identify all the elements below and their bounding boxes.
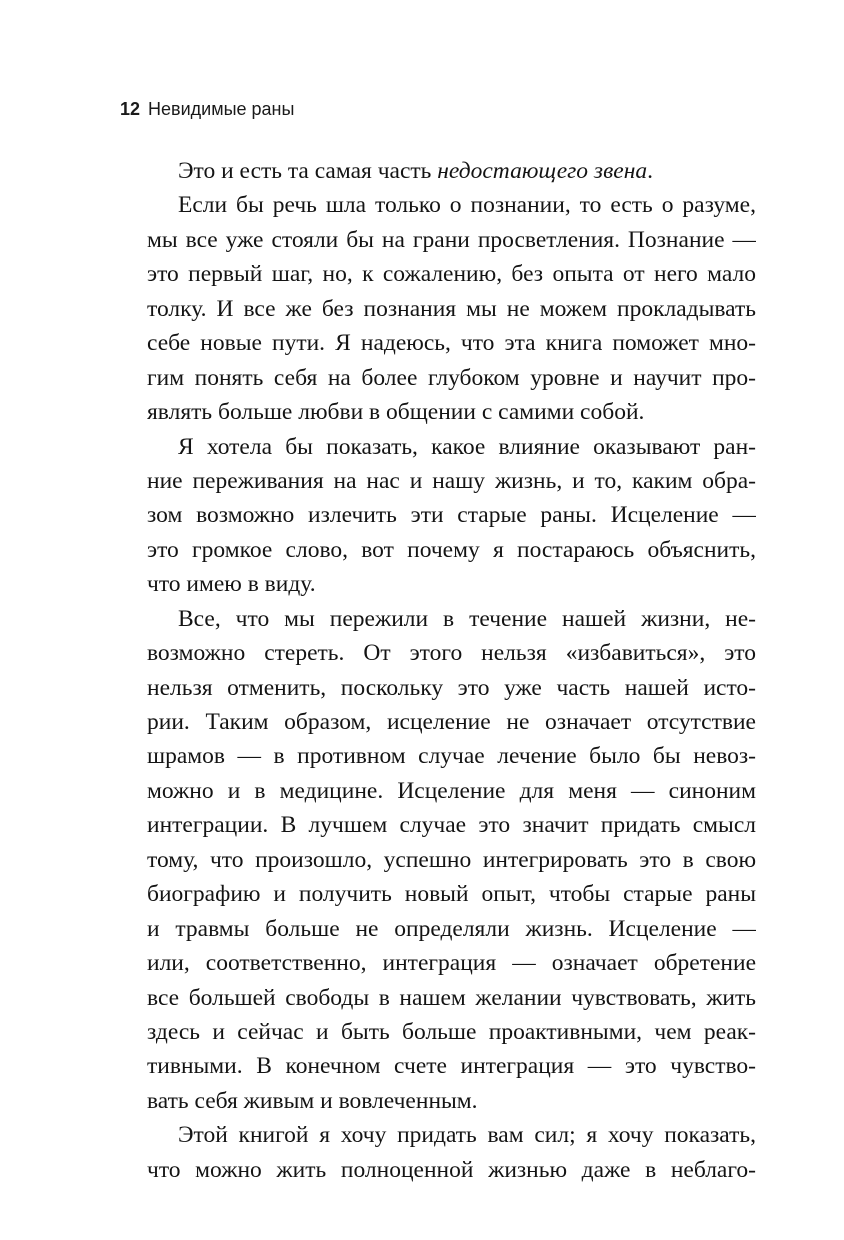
text-line-end: . <box>647 158 654 184</box>
text-line: Этой книгой я хочу придать вам сил; я хочу показать, <box>178 1122 756 1149</box>
text-line: биографию и получить новый опыт, чтобы старые раны <box>147 881 756 908</box>
text-line: ние переживания на нас и нашу жизнь, и то, каким обра- <box>147 467 756 494</box>
italic-phrase: недостающего звена <box>437 158 648 184</box>
text-line: зом возможно излечить эти старые раны. Исцеление — <box>147 502 756 529</box>
text-line: тивными. В конечном счете интеграция — это чувство- <box>147 1053 756 1080</box>
text-line: интеграции. В лучшем случае это значит придать смысл <box>147 812 756 839</box>
text-line-start: Это и есть та самая часть <box>178 158 438 184</box>
text-line: или, соответственно, интеграция — означает обретение <box>147 950 756 977</box>
text-line: толку. И все же без познания мы не можем прокладывать <box>147 295 756 322</box>
text-line: и травмы больше не определяли жизнь. Исцеление — <box>147 915 756 942</box>
text-line: это громкое слово, вот почему я постараюсь объяснить, <box>147 536 756 563</box>
running-title: Невидимые раны <box>148 99 295 119</box>
text-line: мы все уже стояли бы на грани просветления. Познание — <box>147 226 756 253</box>
text-line: нельзя отменить, поскольку это уже часть нашей исто- <box>147 674 756 701</box>
text-line: что имею в виду. <box>147 571 316 598</box>
running-head <box>120 97 294 121</box>
text-line <box>147 154 756 188</box>
body-text <box>147 154 756 1187</box>
text-line: гим понять себя на более глубоком уровне и научит про- <box>147 364 756 391</box>
text-line: себе новые пути. Я надеюсь, что эта книга поможет мно- <box>147 330 756 357</box>
text-line: возможно стереть. От этого нельзя «избавиться», это <box>147 640 756 667</box>
text-line: это первый шаг, но, к сожалению, без опыта от него мало <box>147 261 756 288</box>
text-line: Если бы речь шла только о познании, то есть о разуме, <box>178 192 756 219</box>
text-line: все большей свободы в нашем желании чувствовать, жить <box>147 984 756 1011</box>
text-line: вать себя живым и вовлеченным. <box>147 1087 478 1114</box>
text-line: здесь и сейчас и быть больше проактивными, чем реак- <box>147 1018 756 1045</box>
text-line: являть больше любви в общении с самими собой. <box>147 399 645 426</box>
text-line: Я хотела бы показать, какое влияние оказывают ран- <box>178 433 756 460</box>
page-number: 12 <box>120 99 141 119</box>
text-line: Все, что мы пережили в течение нашей жизни, не- <box>178 605 756 632</box>
text-line: рии. Таким образом, исцеление не означает отсутствие <box>147 709 756 735</box>
text-line: шрамов — в противном случае лечение было бы невоз- <box>147 743 756 770</box>
text-line: что можно жить полноценной жизнью даже в неблаго- <box>147 1156 756 1183</box>
text-line: можно и в медицине. Исцеление для меня — синоним <box>147 777 756 804</box>
text-line: тому, что произошло, успешно интегрировать это в свою <box>147 846 756 873</box>
